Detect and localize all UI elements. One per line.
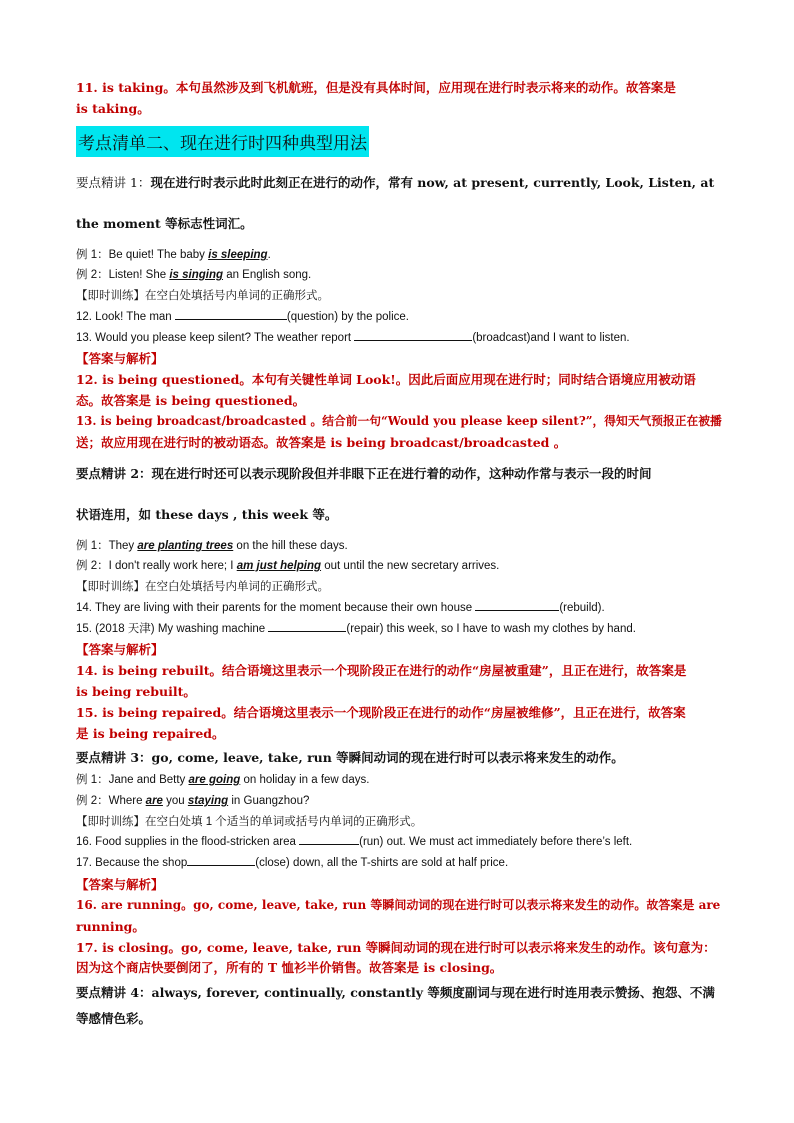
question-14 — [76, 599, 726, 614]
example-1 — [76, 771, 726, 787]
example-text: on the hill these days. — [233, 540, 348, 552]
example-text: in Guangzhou? — [228, 795, 310, 807]
answer-15-line1: 15. is being repaired。结合语境这里表示一个现阶段正在进行的动作“房屋被维修”，且正在进行，故答案 — [76, 705, 686, 720]
question-text: 16. Food supplies in the flood-stricken area — [76, 836, 300, 848]
answer-12-line2: 态。故答案是 is being questioned。 — [76, 393, 306, 408]
question-text: 17. Because the shop — [76, 857, 188, 869]
answer-13-line1: 13. is being broadcast/broadcasted 。结合前一句“Would you please keep silent?”，得知天气预报正在被播 — [76, 414, 722, 428]
example-text: . — [267, 249, 271, 261]
answer-heading: 【答案与解析】 — [76, 642, 164, 657]
example-text: 例 2：Where — [76, 795, 146, 807]
question-16 — [76, 833, 726, 848]
answer-blank[interactable] — [268, 620, 346, 632]
question-text: (question) by the police. — [286, 311, 409, 323]
example-answer: is singing — [169, 269, 223, 281]
answer-blank[interactable] — [299, 833, 359, 845]
question-text: (rebuild). — [559, 602, 605, 614]
answer-14-line2: is being rebuilt。 — [76, 684, 196, 699]
key-point-1-line1 — [76, 173, 726, 191]
question-text: 12. Look! The man — [76, 311, 175, 323]
example-text: out until the new secretary arrives. — [321, 560, 500, 572]
question-13 — [76, 329, 726, 344]
question-17 — [76, 854, 726, 869]
key-point-4-line1: 要点精讲 4：always, forever, continually, constantly 等频度副词与现在进行时连用表示赞扬、抱怨、不满 — [76, 985, 715, 1000]
example-text: 例 1：Be quiet! The baby — [76, 249, 209, 261]
example-text: an English song. — [223, 269, 312, 281]
answer-heading: 【答案与解析】 — [76, 351, 164, 366]
answer-blank[interactable] — [187, 854, 255, 866]
example-1 — [76, 537, 726, 553]
key-point-1-line2: the moment 等标志性词汇。 — [76, 216, 253, 231]
example-text: 例 2：Listen! She — [76, 269, 170, 281]
example-2 — [76, 557, 726, 573]
answer-blank[interactable] — [475, 599, 559, 611]
question-15 — [76, 620, 726, 636]
key-point-4-line2: 等感情色彩。 — [76, 1011, 152, 1026]
key-point-1-text: 现在进行时表示此时此刻正在进行的动作，常有 now, at present, currently, Look, Listen, at — [150, 175, 715, 190]
key-point-2-line1: 要点精讲 2：现在进行时还可以表示现阶段但并非眼下正在进行着的动作，这种动作常与表示一段的时间 — [76, 466, 652, 481]
answer-blank[interactable] — [175, 308, 287, 320]
example-answer: am just helping — [236, 560, 322, 572]
question-text: (repair) this week, so I have to wash my clothes by hand. — [346, 623, 636, 635]
answer-16-line1: 16. are running。go, come, leave, take, run 等瞬间动词的现在进行时可以表示将来发生的动作。故答案是 are — [76, 898, 721, 912]
key-point-2-line2: 状语连用，如 these days , this week 等。 — [76, 507, 338, 522]
question-text: 14. They are living with their parents for the moment because their own house — [76, 602, 476, 614]
question-text: (run) out. We must act immediately before there’s left. — [359, 836, 633, 848]
question-text: (close) down, all the T-shirts are sold at half price. — [255, 857, 509, 869]
example-answer: are — [145, 795, 163, 807]
example-answer: is sleeping — [208, 249, 268, 261]
question-text: 15. (2018 天津) My washing machine — [76, 623, 269, 635]
example-2 — [76, 266, 726, 282]
answer-15-line2: 是 is being repaired。 — [76, 726, 225, 741]
practice-instruction: 【即时训练】在空白处填括号内单词的正确形式。 — [76, 581, 329, 593]
question-text: 13. Would you please keep silent? The weather report — [76, 332, 355, 344]
example-text: you — [162, 795, 188, 807]
answer-17-line2: 因为这个商店快要倒闭了，所有的 T 恤衫半价销售。故答案是 is closing。 — [76, 960, 503, 975]
example-text: 例 1：They — [76, 540, 138, 552]
question-text: (broadcast)and I want to listen. — [472, 332, 630, 344]
answer-17-line1: 17. is closing。go, come, leave, take, run 等瞬间动词的现在进行时可以表示将来发生的动作。该句意为： — [76, 940, 716, 955]
section-heading: 考点清单二、现在进行时四种典型用法 — [76, 126, 369, 157]
example-text: 例 1：Jane and Betty — [76, 774, 189, 786]
example-1 — [76, 246, 726, 262]
answer-14-line1: 14. is being rebuilt。结合语境这里表示一个现阶段正在进行的动作“房屋被重建”，且正在进行，故答案是 — [76, 663, 687, 678]
example-answer: staying — [187, 795, 229, 807]
key-point-3: 要点精讲 3：go, come, leave, take, run 等瞬间动词的现在进行时可以表示将来发生的动作。 — [76, 750, 624, 765]
answer-blank[interactable] — [354, 329, 472, 341]
answer-13-line2: 送；故应用现在进行时的被动语态。故答案是 is being broadcast/broadcasted 。 — [76, 435, 567, 450]
question-12 — [76, 308, 726, 323]
practice-instruction: 【即时训练】在空白处填括号内单词的正确形式。 — [76, 290, 329, 302]
answer-16-line2: running。 — [76, 919, 145, 934]
example-text: on holiday in a few days. — [240, 774, 370, 786]
example-text: 例 2：I don't really work here; I — [76, 560, 237, 572]
practice-instruction: 【即时训练】在空白处填 1 个适当的单词或括号内单词的正确形式。 — [76, 816, 423, 828]
example-answer: are going — [188, 774, 241, 786]
answer-12-line1: 12. is being questioned。本句有关键性单词 Look!。因此后面应用现在进行时；同时结合语境应用被动语 — [76, 372, 696, 387]
answer-heading: 【答案与解析】 — [76, 877, 164, 892]
example-answer: are planting trees — [137, 540, 234, 552]
example-2 — [76, 792, 726, 808]
answer-11-line1: 11. is taking。本句虽然涉及到飞机航班，但是没有具体时间，应用现在进行时表示将来的动作。故答案是 — [76, 80, 676, 95]
answer-11-line2: is taking。 — [76, 101, 150, 116]
key-point-label: 要点精讲 1： — [76, 175, 151, 190]
